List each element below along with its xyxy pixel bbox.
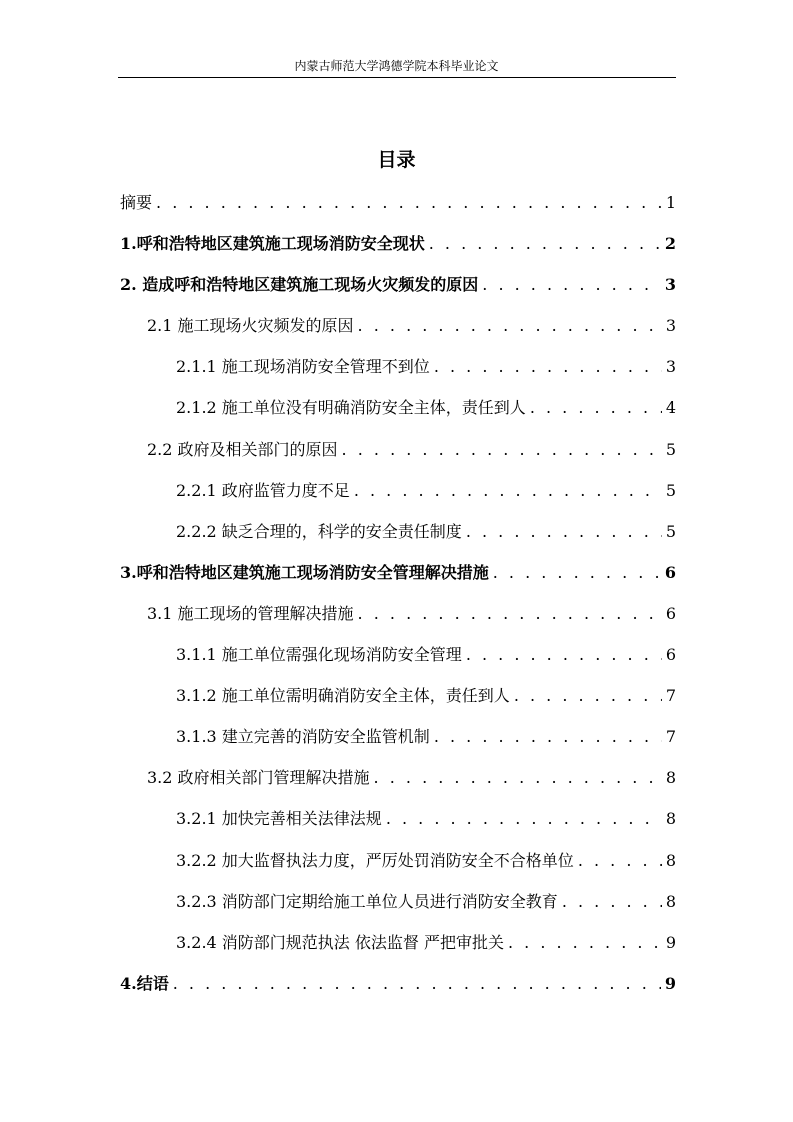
toc-entry[interactable]: [120, 264, 676, 305]
toc-dot-leader: [562, 881, 662, 922]
toc-entry[interactable]: [120, 182, 676, 223]
toc-entry-title: 2. 造成呼和浩特地区建筑施工现场火灾频发的原因: [120, 275, 479, 295]
toc-dot-leader: [358, 593, 662, 634]
toc-entry-title: 1.呼和浩特地区建筑施工现场消防安全现状: [120, 234, 425, 254]
toc-entry-title: 摘要: [120, 193, 153, 212]
toc-entry[interactable]: [120, 429, 676, 470]
toc-entry-page-number: 6: [665, 645, 676, 665]
toc-entry-page-number: 8: [665, 768, 676, 788]
toc-entry-title: 3.1.3 建立完善的消防安全监管机制: [176, 727, 430, 747]
toc-entry-page-number: 8: [665, 891, 676, 911]
toc-dot-leader: [482, 264, 661, 305]
toc-entry-title: 4.结语: [120, 973, 169, 993]
toc-dot-leader: [434, 716, 662, 757]
toc-entry[interactable]: [120, 634, 676, 675]
toc-entry-page-number: 3: [665, 357, 676, 377]
toc-entry-page-number: 9: [665, 932, 676, 952]
toc-entry[interactable]: [120, 840, 676, 881]
toc-entry[interactable]: [120, 305, 676, 346]
toc-entry[interactable]: [120, 798, 676, 839]
toc-entry-page-number: 3: [664, 275, 676, 295]
toc-entry-page-number: 7: [665, 727, 676, 747]
toc-entry[interactable]: [120, 881, 676, 922]
toc-entry-page-number: 8: [665, 809, 676, 829]
toc-entry-page-number: 3: [665, 316, 676, 336]
toc-dot-leader: [354, 470, 662, 511]
toc-dot-leader: [342, 429, 662, 470]
toc-entry[interactable]: [120, 387, 676, 428]
toc-dot-leader: [578, 840, 662, 881]
toc-entry[interactable]: [120, 593, 676, 634]
toc-entry-title: 3.1.2 施工单位需明确消防安全主体，责任到人: [176, 686, 510, 706]
running-header: 内蒙古师范大学鸿德学院本科毕业论文: [294, 59, 499, 73]
toc-entry-page-number: 5: [665, 439, 676, 459]
toc-entry[interactable]: [120, 223, 676, 264]
toc-entry-page-number: 6: [665, 603, 676, 623]
toc-entry-title: 2.2.2 缺乏合理的，科学的安全责任制度: [176, 521, 462, 541]
toc-dot-leader: [358, 305, 662, 346]
toc-entry-page-number: 4: [665, 398, 676, 418]
toc-entry-title: 2.1.2 施工单位没有明确消防安全主体，责任到人: [176, 398, 526, 418]
toc-entry-page-number: 2: [664, 234, 676, 254]
toc-entry-title: 3.呼和浩特地区建筑施工现场消防安全管理解决措施: [120, 562, 489, 582]
toc-dot-leader: [156, 182, 662, 223]
toc-entry-title: 3.2.4 消防部门规范执法 依法监督 严把审批关: [176, 932, 504, 952]
table-of-contents: [120, 182, 676, 1004]
toc-entry-page-number: 7: [665, 686, 676, 706]
toc-entry-title: 2.1 施工现场火灾频发的原因: [147, 316, 354, 336]
toc-entry[interactable]: [120, 346, 676, 387]
toc-entry[interactable]: [120, 757, 676, 798]
toc-dot-leader: [514, 675, 662, 716]
toc-entry-page-number: 8: [665, 850, 676, 870]
toc-entry-page-number: 6: [664, 562, 676, 582]
toc-dot-leader: [386, 798, 662, 839]
toc-dot-leader: [173, 963, 661, 1004]
toc-dot-leader: [466, 511, 662, 552]
toc-entry[interactable]: [120, 963, 676, 1004]
toc-entry-page-number: 5: [665, 480, 676, 500]
toc-entry-title: 3.1 施工现场的管理解决措施: [147, 603, 354, 623]
toc-entry[interactable]: [120, 675, 676, 716]
toc-entry-title: 2.1.1 施工现场消防安全管理不到位: [176, 357, 430, 377]
toc-dot-leader: [493, 552, 661, 593]
toc-dot-leader: [466, 634, 662, 675]
toc-entry[interactable]: [120, 922, 676, 963]
toc-entry-title: 3.2.3 消防部门定期给施工单位人员进行消防安全教育: [176, 891, 558, 911]
toc-dot-leader: [508, 922, 662, 963]
toc-entry-title: 3.2.2 加大监督执法力度，严厉处罚消防安全不合格单位: [176, 850, 574, 870]
toc-entry[interactable]: [120, 716, 676, 757]
page-title: 目录: [377, 149, 416, 171]
toc-entry-title: 2.2.1 政府监管力度不足: [176, 480, 350, 500]
toc-entry-title: 3.2.1 加快完善相关法律法规: [176, 809, 382, 829]
toc-dot-leader: [434, 346, 662, 387]
toc-dot-leader: [429, 223, 661, 264]
header-rule: [118, 77, 676, 78]
toc-entry[interactable]: [120, 552, 676, 593]
toc-entry-page-number: 9: [664, 973, 676, 993]
toc-entry-title: 3.2 政府相关部门管理解决措施: [147, 768, 370, 788]
toc-dot-leader: [530, 387, 662, 428]
toc-dot-leader: [374, 757, 662, 798]
toc-entry-page-number: 5: [665, 521, 676, 541]
toc-entry-title: 3.1.1 施工单位需强化现场消防安全管理: [176, 645, 462, 665]
toc-entry-page-number: 1: [665, 193, 676, 212]
toc-entry[interactable]: [120, 511, 676, 552]
toc-entry[interactable]: [120, 470, 676, 511]
toc-entry-title: 2.2 政府及相关部门的原因: [147, 439, 338, 459]
